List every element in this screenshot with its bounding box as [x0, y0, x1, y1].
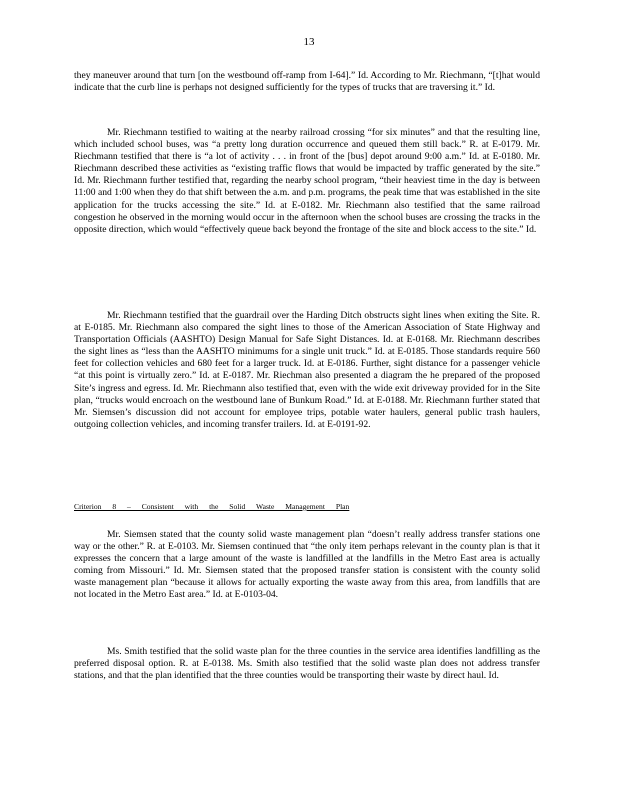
paragraph-5-text: Ms. Smith testified that the solid waste plan for the three counties in the service area identifies landfilling as the preferred disposal option. R. at E-0138. Ms. Smith also testified that the solid waste plan does not address transfer stations, and that the plan identified that the three counties would be transporting their waste by direct haul. Id. — [74, 646, 540, 682]
paragraph-5 — [74, 646, 540, 682]
paragraph-3 — [74, 310, 540, 431]
paragraph-4 — [74, 529, 540, 602]
section-heading: Criterion 8 – Consistent with the Solid Waste Management Plan — [74, 502, 350, 511]
paragraph-2-text: Mr. Riechmann testified to waiting at the nearby railroad crossing “for six minutes” and that the resulting line, which included school buses, was “a pretty long duration occurrence and queued them still back.” R. at E-0179. Mr. Riechmann testified that there is “a lot of activity . . . in front of the [bus] depot around 9:00 a.m.” Id. at E-0180. Mr. Riechmann described these activities as “existing traffic flows that would be impacted by traffic generated by the site.” Id. Mr. Riechmann further testified that, regarding the nearby school program, “their heaviest time in the day is between 11:00 and 1:00 when they do that shift between the a.m. and p.m. programs, the peak time that was established in the site application for the trucks accessing the site.” Id. at E-0182. Mr. Riechmann also testified that the same railroad congestion he observed in the morning would occur in the afternoon when the school buses are crossing the tracks in the opposite direction, which would “effectively queue back beyond the frontage of the site and block access to the site.” Id. — [74, 127, 540, 235]
page-number: 13 — [303, 36, 315, 48]
paragraph-2 — [74, 127, 540, 236]
paragraph-1-text: they maneuver around that turn [on the westbound off-ramp from I-64].” Id. According to Mr. Riechmann, “[t]hat would indicate that the curb line is perhaps not designed sufficiently for the types of trucks that are traversing it.” Id. — [74, 70, 540, 94]
paragraph-4-text: Mr. Siemsen stated that the county solid waste management plan “doesn’t really address transfer stations one way or the other.” R. at E-0103. Mr. Siemsen continued that “the only item perhaps relevant in the county plan is that it expresses the concern that a large amount of the waste is landfilled at the landfills in the Metro East area is actually coming from Missouri.” Id. Mr. Siemsen stated that the proposed transfer station is consistent with the county solid waste management plan “because it allows for actually exporting the waste away from this area, from landfills that are not located in the Metro East area.” Id. at E-0103-04. — [74, 529, 540, 601]
paragraph-1 — [74, 70, 540, 94]
paragraph-3-text: Mr. Riechmann testified that the guardrail over the Harding Ditch obstructs sight lines when exiting the Site. R. at E-0185. Mr. Riechmann also compared the sight lines to those of the American Association of State Highway and Transportation Officials (AASHTO) Design Manual for Safe Sight Distances. Id. at E-0168. Mr. Riechmann describes the sight lines as “less than the AASHTO minimums for a single unit truck.” Id. at E-0185. Those standards require 560 feet for collection vehicles and 680 feet for a larger truck. Id. at E-0186. Further, sight distance for a passenger vehicle “at this point is virtually zero.” Id. at E-0187. Mr. Riechman also presented a diagram the he prepared of the proposed Site’s ingress and egress. Id. Mr. Riechmann also testified that, even with the wide exit driveway provided for in the Site plan, “trucks would encroach on the westbound lane of Bunkum Road.” Id. at E-0188. Mr. Riechmann further stated that Mr. Siemsen’s discussion did not account for employee trips, potable water haulers, general public trash haulers, outgoing collection vehicles, and incoming transfer trailers. Id. at E-0191-92. — [74, 310, 540, 430]
